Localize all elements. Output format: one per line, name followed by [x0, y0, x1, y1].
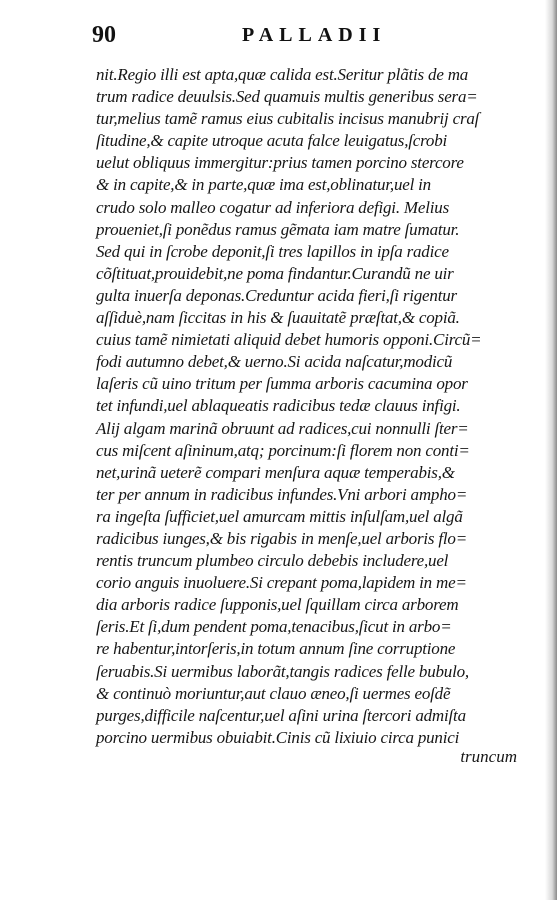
text-line: ſeruabis.Si uermibus laborãt,tangis radices felle bubulo,: [96, 661, 469, 681]
text-line: corio anguis inuoluere.Si crepant poma,lapidem in me=: [96, 573, 467, 593]
text-line: aſſiduè,nam ſiccitas in his & ſuauitatẽ præſtat,& copiã.: [96, 308, 460, 328]
catchword: truncum: [460, 747, 517, 766]
text-line: rentis truncum plumbeo circulo debebis includere,uel: [96, 551, 449, 571]
text-line: cuius tamẽ nimietati aliquid debet humoris opponi.Circũ=: [96, 330, 482, 350]
text-line: laſeris cũ uino tritum per ſumma arboris cacumina opor: [96, 374, 468, 394]
text-line: proueniet,ſi ponẽdus ramus gẽmata iam matre ſumatur.: [96, 219, 460, 239]
text-line: ter per annum in radicibus infundes.Vni arbori ampho=: [96, 484, 468, 504]
text-line: Sed qui in ſcrobe deponit,ſi tres lapillos in ipſa radice: [96, 241, 449, 261]
text-line: purges,difficile naſcentur,uel aſini urina ſtercori admiſta: [96, 705, 466, 725]
running-title: PALLADII: [242, 24, 387, 46]
text-line: crudo solo malleo cogatur ad inferiora defigi. Melius: [96, 197, 449, 217]
text-line: trum radice deuulsis.Sed quamuis multis generibus sera=: [96, 87, 478, 107]
text-line: ſeris.Et ſi,dum pendent poma,tenacibus,ſicut in arbo=: [96, 617, 452, 637]
text-line: radicibus iunges,& bis rigabis in menſe,uel arboris flo=: [96, 528, 467, 548]
text-line: dia arboris radice ſupponis,uel ſquillam circa arborem: [96, 595, 459, 615]
text-line: re habentur,intorſeris,in totum annum ſine corruptione: [96, 639, 456, 659]
text-line: ra ingeſta ſufficiet,uel amurcam mittis inſulſam,uel algã: [96, 506, 463, 526]
text-line: nit.Regio illi est apta,quæ calida est.Seritur plãtis de ma: [96, 65, 469, 84]
text-line: & continuò moriuntur,aut clauo æneo,ſi uermes eoſdẽ: [96, 683, 451, 703]
text-line: ſitudine,& capite utroque acuta falce leuigatus,ſcrobi: [96, 131, 448, 151]
page-number: 90: [92, 22, 116, 48]
text-line: cõſtituat,prouidebit,ne poma findantur.Curandũ ne uir: [96, 263, 454, 283]
text-line: porcino uermibus obuiabit.Cinis cũ lixiuio circa punici: [96, 727, 460, 747]
text-line: & in capite,& in parte,quæ ima est,oblinatur,uel in: [96, 175, 431, 195]
text-line: tur,melius tamẽ ramus eius cubitalis incisus manubrij craſ: [96, 109, 480, 129]
page-gutter-shadow: [545, 0, 557, 900]
text-line: tet infundi,uel ablaqueatis radicibus tedæ clauus infigi.: [96, 396, 461, 416]
text-line: gulta inuerſa deponas.Creduntur acida fieri,ſi rigentur: [96, 285, 457, 305]
text-line: cus miſcent aſininum,atq; porcinum:ſi florem non conti=: [96, 440, 470, 460]
text-line: net,urinã ueterẽ compari menſura aquæ temperabis,&: [96, 462, 455, 482]
page-header: [92, 18, 512, 58]
body-text: [96, 64, 514, 749]
text-line: fodi autumno debet,& uerno.Si acida naſcatur,modicũ: [96, 352, 453, 372]
text-line: Alij algam marinã obruunt ad radices,cui nonnulli ſter=: [96, 418, 469, 438]
text-line: uelut obliquus immergitur:prius tamen porcino stercore: [96, 153, 464, 173]
